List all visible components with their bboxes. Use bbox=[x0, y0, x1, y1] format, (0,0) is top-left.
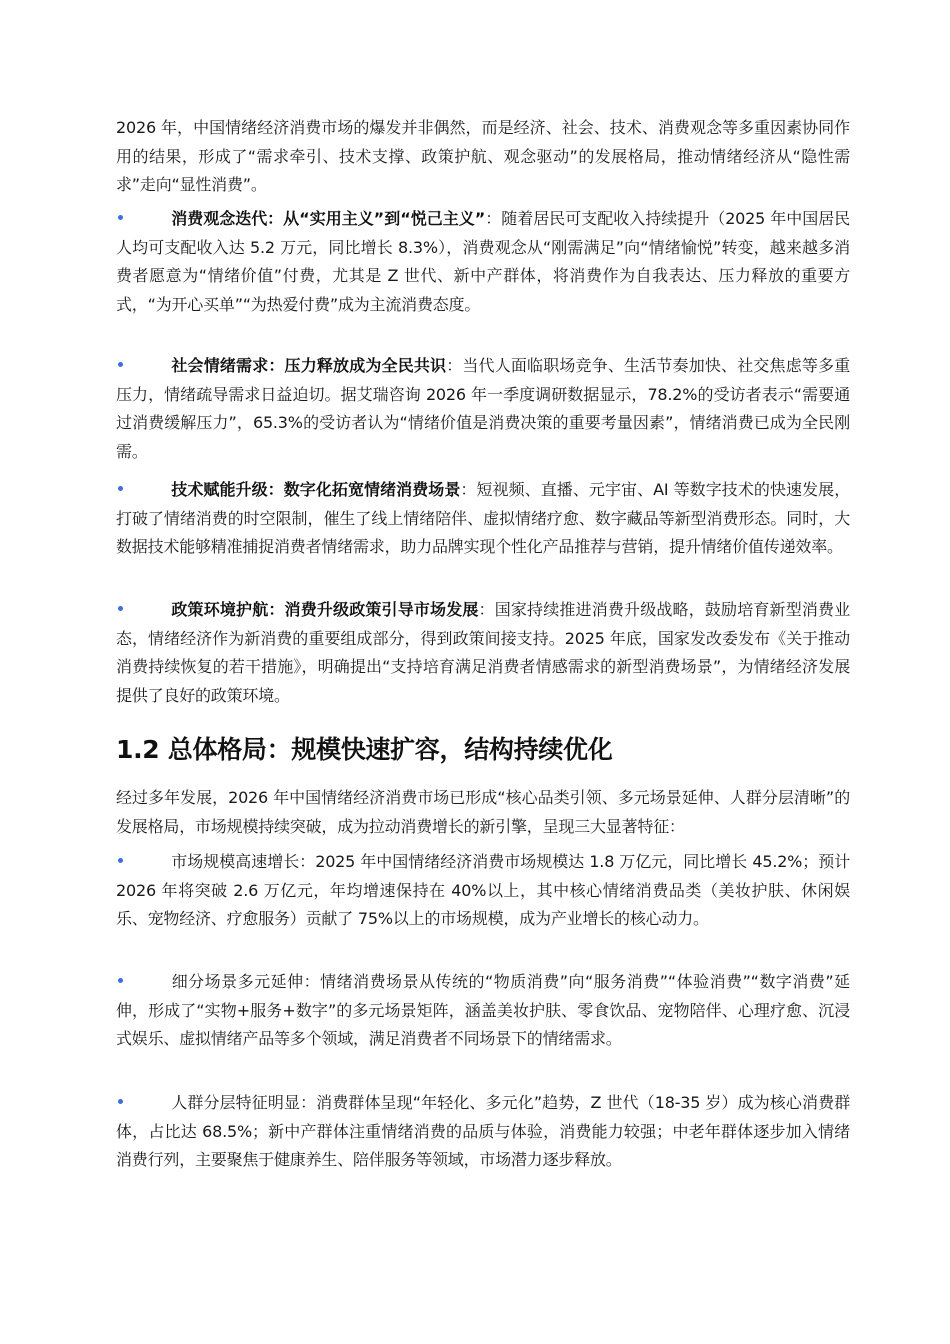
section-heading: 1.2 总体格局：规模快速扩容，结构持续优化 bbox=[116, 735, 613, 764]
driver-item bbox=[116, 205, 850, 319]
driver-body: ：当代人面临职场竞争、生活节奏加快、社交焦虑等多重压力，情绪疏导需求日益迫切。据艾瑞咨询 2026 年一季度调研数据显示，78.2%的受访者表示“需要通过消费缓解压力”，65.3%的受访者认为“情绪价值是消费决策的重要考量因素”，情绪消费已成为全民刚需。 bbox=[116, 356, 850, 461]
section-intro-paragraph: 经过多年发展，2026 年中国情绪经济消费市场已形成“核心品类引领、多元场景延伸、人群分层清晰”的发展格局，市场规模持续突破，成为拉动消费增长的新引擎，呈现三大显著特征： bbox=[116, 788, 850, 836]
feature-text: 细分场景多元延伸：情绪消费场景从传统的“物质消费”向“服务消费”“体验消费”“数字消费”延伸，形成了“实物+服务+数字”的多元场景矩阵，涵盖美妆护肤、零食饮品、宠物陪伴、心理疗愈、沉浸式娱乐、虚拟情绪产品等多个领域，满足消费者不同场景下的情绪需求。 bbox=[116, 972, 850, 1048]
bullet-icon bbox=[118, 858, 123, 863]
feature-text: 人群分层特征明显：消费群体呈现“年轻化、多元化”趋势，Z 世代（18-35 岁）成为核心消费群体，占比达 68.5%；新中产群体注重情绪消费的品质与体验，消费能力较强；中老年群体逐步加入情绪消费行列，主要聚焦于健康养生、陪伴服务等领域，市场潜力逐步释放。 bbox=[116, 1093, 850, 1169]
bullet-icon bbox=[118, 978, 123, 983]
driver-item bbox=[116, 596, 850, 710]
driver-title: 消费观念迭代：从“实用主义”到“悦己主义” bbox=[171, 209, 486, 228]
bullet-icon bbox=[118, 362, 123, 367]
driver-title: 政策环境护航：消费升级政策引导市场发展 bbox=[171, 600, 479, 619]
bullet-icon bbox=[118, 215, 123, 220]
feature-item bbox=[116, 968, 850, 1054]
feature-item bbox=[116, 1089, 850, 1175]
feature-text: 市场规模高速增长：2025 年中国情绪经济消费市场规模达 1.8 万亿元，同比增长 45.2%；预计 2026 年将突破 2.6 万亿元，年均增速保持在 40%以上，其中核心情绪消费品类（美妆护肤、休闲娱乐、宠物经济、疗愈服务）贡献了 75%以上的市场规模，成为产业增长的核心动力。 bbox=[116, 852, 850, 928]
intro-paragraph: 2026 年，中国情绪经济消费市场的爆发并非偶然，而是经济、社会、技术、消费观念等多重因素协同作用的结果，形成了“需求牵引、技术支撑、政策护航、观念驱动”的发展格局，推动情绪经济从“隐性需求”走向“显性消费”。 bbox=[116, 118, 850, 194]
bullet-icon bbox=[118, 1099, 123, 1104]
feature-item bbox=[116, 848, 850, 934]
bullet-icon bbox=[118, 606, 123, 611]
driver-item bbox=[116, 352, 850, 466]
driver-body: ：短视频、直播、元宇宙、AI 等数字技术的快速发展，打破了情绪消费的时空限制，催生了线上情绪陪伴、虚拟情绪疗愈、数字藏品等新型消费形态。同时，大数据技术能够精准捕捉消费者情绪需求，助力品牌实现个性化产品推荐与营销，提升情绪价值传递效率。 bbox=[116, 480, 850, 556]
driver-title: 社会情绪需求：压力释放成为全民共识 bbox=[171, 356, 447, 375]
bullet-icon bbox=[118, 486, 123, 491]
driver-body: ：国家持续推进消费升级战略，鼓励培育新型消费业态，情绪经济作为新消费的重要组成部分，得到政策间接支持。2025 年底，国家发改委发布《关于推动消费持续恢复的若干措施》，明确提出“支持培育满足消费者情感需求的新型消费场景”，为情绪经济发展提供了良好的政策环境。 bbox=[116, 600, 850, 705]
driver-body: ：随着居民可支配收入持续提升（2025 年中国居民人均可支配收入达 5.2 万元，同比增长 8.3%），消费观念从“刚需满足”向“情绪愉悦”转变，越来越多消费者愿意为“情绪价值”付费，尤其是 Z 世代、新中产群体，将消费作为自我表达、压力释放的重要方式，“为开心买单”“为热爱付费”成为主流消费态度。 bbox=[116, 209, 850, 314]
driver-title: 技术赋能升级：数字化拓宽情绪消费场景 bbox=[171, 480, 461, 499]
driver-item bbox=[116, 476, 850, 562]
